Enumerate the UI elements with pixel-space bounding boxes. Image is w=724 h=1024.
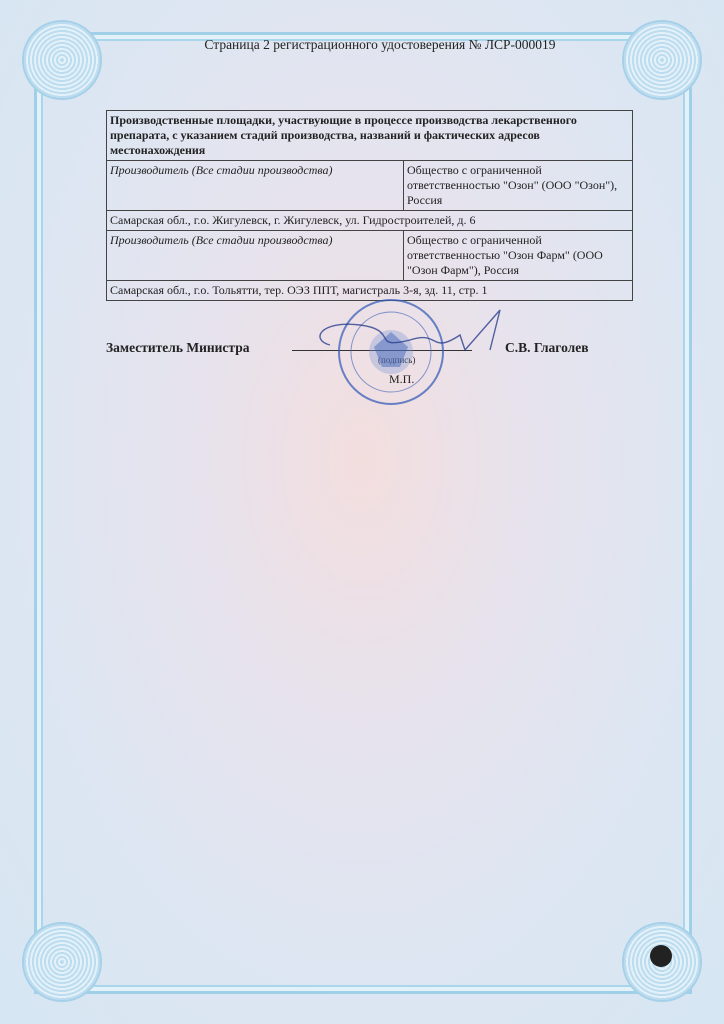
seal-mark: М.П. [389, 372, 415, 386]
table-heading: Производственные площадки, участвующие в процессе производства лекарственного препарата, с указанием стадий производства, названий и фактических адресов местонахождения [107, 111, 633, 161]
signatory-position: Заместитель Министра [106, 340, 250, 355]
corner-rosette-top-right [622, 20, 702, 100]
stage-cell: Производитель (Все стадии производства) [107, 231, 404, 281]
table-row [107, 161, 633, 211]
signatory-name: С.В. Глаголев [505, 340, 589, 355]
address-cell: Самарская обл., г.о. Тольятти, тер. ОЭЗ ППТ, магистраль 3-я, зд. 11, стр. 1 [107, 281, 633, 301]
corner-rosette-bottom-left [22, 922, 102, 1002]
production-sites-table [106, 110, 633, 301]
handwritten-signature [290, 290, 550, 370]
stage-cell: Производитель (Все стадии производства) [107, 161, 404, 211]
company-cell: Общество с ограниченной ответственностью "Озон Фарм" (ООО "Озон Фарм"), Россия [404, 231, 633, 281]
company-cell: Общество с ограниченной ответственностью "Озон" (ООО "Озон"), Россия [404, 161, 633, 211]
page-title: Страница 2 регистрационного удостоверения № ЛСР-000019 [204, 37, 556, 52]
punch-hole-mark [650, 945, 672, 967]
address-cell: Самарская обл., г.о. Жигулевск, г. Жигулевск, ул. Гидростроителей, д. 6 [107, 211, 633, 231]
corner-rosette-top-left [22, 20, 102, 100]
signature-caption: (подпись) [378, 355, 416, 365]
table-row [107, 231, 633, 281]
